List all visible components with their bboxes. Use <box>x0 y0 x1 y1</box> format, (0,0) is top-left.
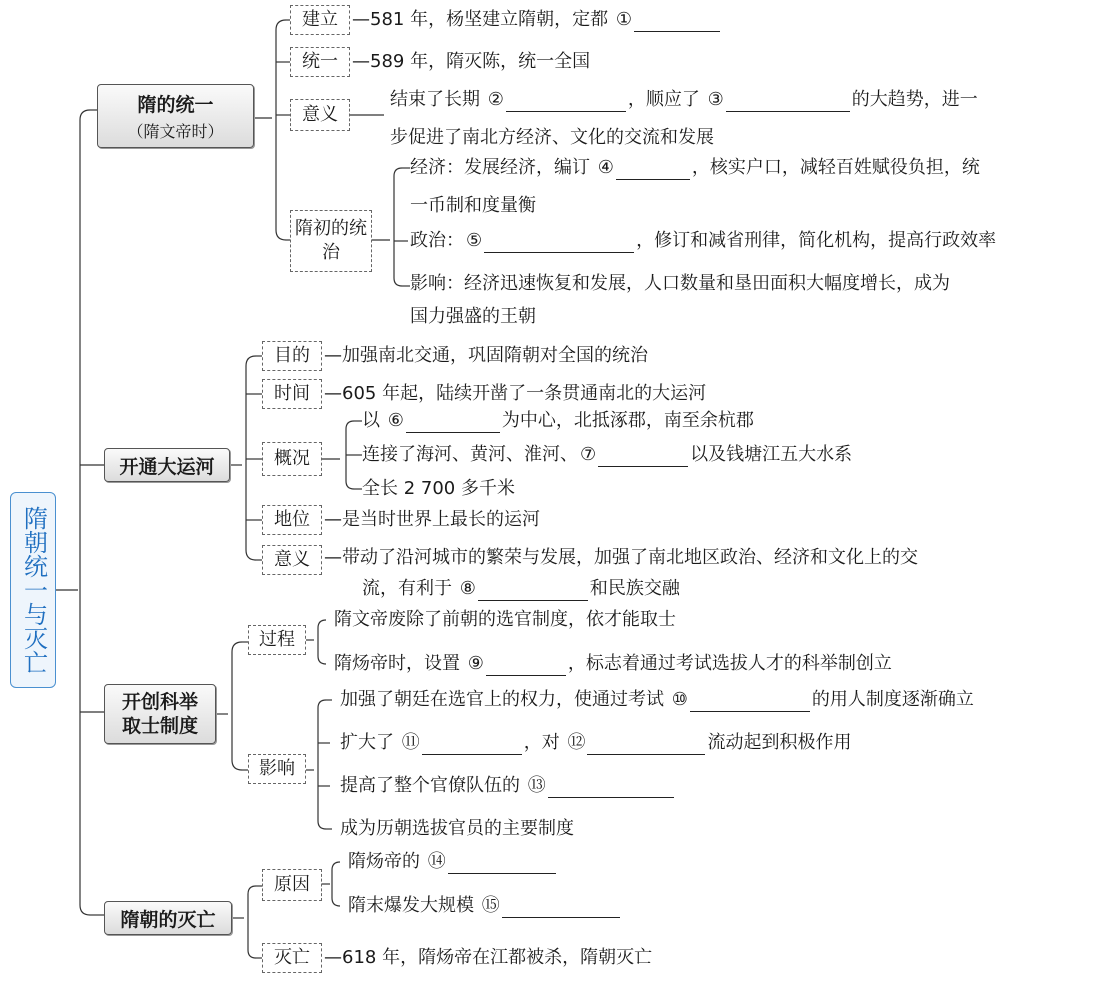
blank-number: ⑤ <box>466 230 483 251</box>
blank-number: ⑭ <box>427 851 446 872</box>
text-time: —605 年起，陆续开凿了一条贯通南北的大运河 <box>324 383 707 404</box>
blank-number: ⑬ <box>527 775 546 796</box>
node-overview: 概况 <box>262 442 322 476</box>
text-influence-a <box>340 688 974 712</box>
text-politics <box>410 229 996 253</box>
text-significance-1a <box>390 88 978 112</box>
blank-number: ⑧ <box>459 578 476 599</box>
text-effect-b: 国力强盛的王朝 <box>410 306 536 327</box>
blank-number: ⑫ <box>567 732 586 753</box>
blank-number: ② <box>487 89 504 110</box>
text-purpose: —加强南北交通，巩固隋朝对全国的统治 <box>324 345 648 366</box>
text-part: 隋炀帝的 <box>348 851 426 872</box>
node-unify: 统一 <box>290 47 350 77</box>
node-influence: 影响 <box>248 754 306 784</box>
text-influence-c <box>340 774 676 798</box>
answer-blank <box>484 230 634 253</box>
answer-blank <box>690 689 810 712</box>
section-unification <box>97 84 254 148</box>
text-influence-b <box>340 731 851 755</box>
node-process: 过程 <box>248 625 306 655</box>
text-part: 扩大了 <box>340 732 400 753</box>
text-part: 以及钱塘江五大水系 <box>690 444 853 465</box>
node-significance-2: 意义 <box>262 545 322 575</box>
text-part: 经济：发展经济，编订 <box>410 157 596 178</box>
text-cause-b <box>348 894 622 918</box>
section-grand-canal <box>104 448 230 482</box>
text-effect-a: 影响：经济迅速恢复和发展，人口数量和垦田面积大幅度增长，成为 <box>410 273 950 294</box>
node-cause: 原因 <box>262 869 322 901</box>
answer-blank <box>422 732 522 755</box>
text-part: 加强了朝廷在选官上的权力，使通过考试 <box>340 689 670 710</box>
section-title: 隋朝的灭亡 <box>120 908 216 931</box>
node-time: 时间 <box>262 379 322 409</box>
text-economy-b: 一币制和度量衡 <box>410 195 536 216</box>
text-part: 为中心，北抵涿郡，南至余杭郡 <box>501 410 754 431</box>
section-title: 隋的统一 <box>137 94 214 116</box>
text-significance-1b: 步促进了南北方经济、文化的交流和发展 <box>390 127 714 148</box>
text-part: 隋炀帝时，设置 <box>334 653 466 674</box>
answer-blank <box>587 732 705 755</box>
text-part: 流动起到积极作用 <box>707 732 852 753</box>
text-part: 政治： <box>410 230 464 251</box>
text-part: 的大趋势，进一 <box>851 89 978 110</box>
root-topic: 隋朝统一与灭亡 <box>10 492 56 688</box>
section-imperial-exam <box>104 684 216 744</box>
text-overview-a <box>362 409 754 433</box>
text-cause-a <box>348 850 558 874</box>
answer-blank <box>548 775 674 798</box>
text-part: ，顺应了 <box>627 89 706 110</box>
text-status: —是当时世界上最长的运河 <box>324 509 540 530</box>
text-part: 和民族交融 <box>589 578 680 599</box>
section-title: 开创科举 <box>121 691 198 713</box>
section-title-line2: 取士制度 <box>121 715 198 737</box>
section-title: 开通大运河 <box>119 455 215 478</box>
blank-number: ⑦ <box>580 444 597 465</box>
node-status: 地位 <box>262 505 322 535</box>
answer-blank <box>486 653 566 676</box>
text-economy-a <box>410 156 980 180</box>
text-part: 流，有利于 <box>362 578 458 599</box>
node-collapse: 灭亡 <box>262 943 322 973</box>
answer-blank <box>506 89 626 112</box>
text-part: ，核实户口，减轻百姓赋役负担，统 <box>691 157 980 178</box>
section-subtitle: （隋文帝时） <box>127 122 224 141</box>
answer-blank <box>598 444 688 467</box>
answer-blank <box>502 895 620 918</box>
blank-number: ⑪ <box>401 732 420 753</box>
text-overview-b <box>362 443 852 467</box>
text-part: ，标志着通过考试选拔人才的科举制创立 <box>567 653 892 674</box>
text-part: 提高了整个官僚队伍的 <box>340 775 526 796</box>
answer-blank <box>478 578 588 601</box>
text-part: 的用人制度逐渐确立 <box>811 689 974 710</box>
node-purpose: 目的 <box>262 341 322 371</box>
text-part: 以 <box>362 410 386 431</box>
blank-number: ④ <box>597 157 614 178</box>
blank-number: ① <box>615 9 632 30</box>
text-part: 隋末爆发大规模 <box>348 895 480 916</box>
blank-number: ⑮ <box>481 895 500 916</box>
text-part: 连接了海河、黄河、淮河、 <box>362 444 578 465</box>
answer-blank <box>634 9 720 32</box>
node-establish: 建立 <box>290 5 350 35</box>
node-early-rule: 隋初的统治 <box>290 210 372 272</box>
blank-number: ⑩ <box>671 689 688 710</box>
text-unify: —589 年，隋灭陈，统一全国 <box>352 51 591 72</box>
text-part: ，修订和减省刑律，简化机构，提高行政效率 <box>636 230 997 251</box>
text-process-a: 隋文帝废除了前朝的选官制度，依才能取士 <box>334 609 676 630</box>
text-influence-d: 成为历朝选拔官员的主要制度 <box>340 818 574 839</box>
text-overview-c: 全长 2 700 多千米 <box>362 478 515 499</box>
text-significance-2b <box>362 577 680 601</box>
blank-number: ③ <box>707 89 724 110</box>
answer-blank <box>726 89 850 112</box>
blank-number: ⑥ <box>387 410 404 431</box>
text-process-b <box>334 652 892 676</box>
node-significance-1: 意义 <box>290 99 350 131</box>
text-significance-2a: —带动了沿河城市的繁荣与发展，加强了南北地区政治、经济和文化上的交 <box>324 547 918 568</box>
answer-blank <box>616 157 690 180</box>
text-part: 结束了长期 <box>390 89 486 110</box>
text-establish <box>352 8 722 32</box>
answer-blank <box>406 410 500 433</box>
blank-number: ⑨ <box>467 653 484 674</box>
text-part: —581 年，杨坚建立隋朝，定都 <box>352 9 614 30</box>
text-collapse: —618 年，隋炀帝在江都被杀，隋朝灭亡 <box>324 947 653 968</box>
answer-blank <box>448 851 556 874</box>
section-fall <box>104 901 232 935</box>
text-part: ，对 <box>523 732 566 753</box>
